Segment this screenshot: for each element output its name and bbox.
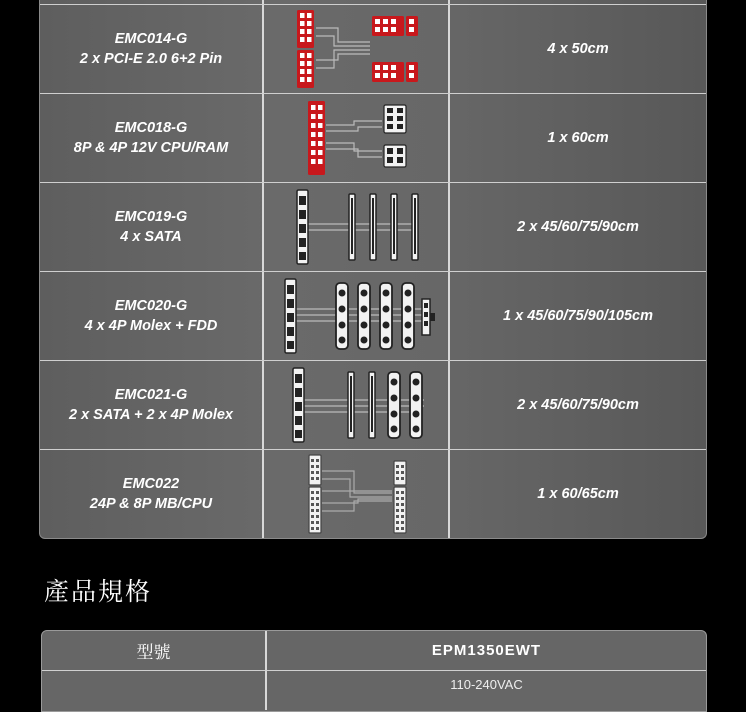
cable-model: EMC018-G <box>114 120 188 136</box>
cpu-cable-icon <box>264 95 448 181</box>
table-row <box>40 449 706 538</box>
table-row <box>40 271 706 360</box>
cable-length: 1 x 60/65cm <box>537 486 619 502</box>
cable-spec: 2 x PCI-E 2.0 6+2 Pin <box>79 51 223 67</box>
cable-table <box>39 0 707 539</box>
cable-spec: 4 x 4P Molex + FDD <box>84 318 218 334</box>
sata-cable-icon <box>264 184 448 270</box>
cable-name-cell <box>40 272 264 360</box>
cable-spec: 24P & 8P MB/CPU <box>89 496 213 512</box>
molex-cable-icon <box>264 273 448 359</box>
cable-length: 2 x 45/60/75/90cm <box>517 397 639 413</box>
table-row <box>42 631 706 671</box>
cable-length: 4 x 50cm <box>547 41 609 57</box>
table-row <box>40 4 706 93</box>
cable-name-cell <box>40 450 264 538</box>
cable-length: 2 x 45/60/75/90cm <box>517 219 639 235</box>
table-row <box>40 182 706 271</box>
cable-name-cell <box>40 183 264 271</box>
cable-image-cell <box>264 450 450 538</box>
cable-image-cell <box>264 94 450 182</box>
pcie-cable-icon <box>264 6 448 92</box>
cable-spec: 2 x SATA + 2 x 4P Molex <box>69 407 233 423</box>
cable-image-cell <box>264 183 450 271</box>
cable-model: EMC020-G <box>114 298 188 314</box>
cable-length: 1 x 60cm <box>547 130 609 146</box>
spec-table <box>41 630 707 712</box>
mb-cable-icon <box>264 451 448 537</box>
cable-image-cell <box>264 361 450 449</box>
table-row <box>40 0 706 4</box>
cable-image-cell <box>264 5 450 93</box>
table-row <box>40 360 706 449</box>
spec-value: 110-240VAC <box>450 677 523 692</box>
sata-molex-cable-icon <box>264 362 448 448</box>
cable-name-cell <box>40 361 264 449</box>
table-row <box>40 93 706 182</box>
cable-spec: 8P & 4P 12V CPU/RAM <box>73 140 229 156</box>
cable-model: EMC021-G <box>114 387 188 403</box>
spec-value: EPM1350EWT <box>431 642 542 659</box>
spec-key: 型號 <box>42 631 267 670</box>
cable-image-cell <box>264 272 450 360</box>
cable-model: EMC022 <box>122 476 180 492</box>
cable-length: 1 x 45/60/75/90/105cm <box>503 308 653 324</box>
cable-model: EMC014-G <box>114 31 188 47</box>
cable-spec: 4 x SATA <box>120 229 182 245</box>
section-title: 產品規格 <box>44 577 153 606</box>
cable-model: EMC019-G <box>114 209 188 225</box>
cable-name-cell <box>40 5 264 93</box>
cable-name-cell <box>40 94 264 182</box>
